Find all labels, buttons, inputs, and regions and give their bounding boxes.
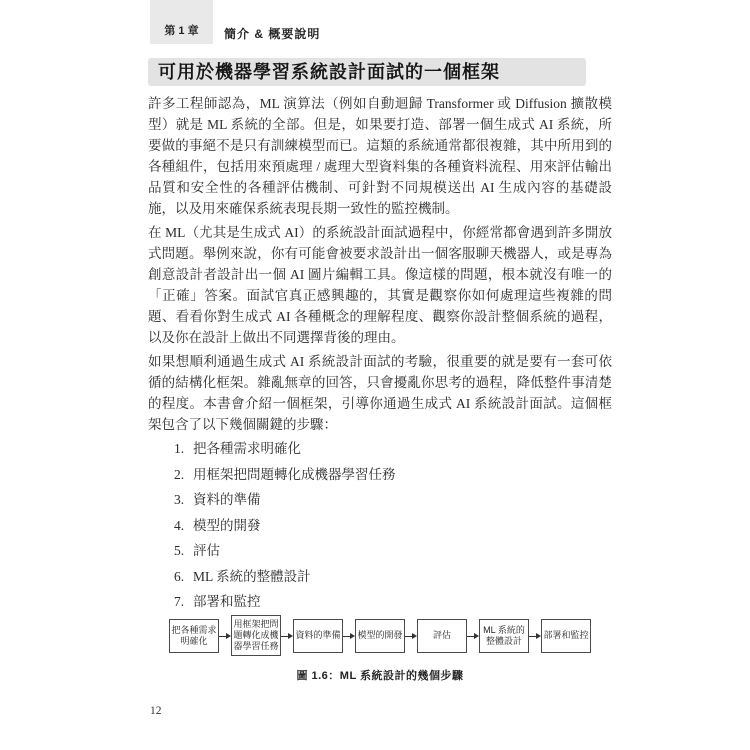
body-content [148, 93, 612, 617]
list-item-number: 2. [174, 466, 185, 482]
flowchart [148, 615, 612, 656]
list-item [174, 515, 612, 536]
list-item-text: 用框架把問題轉化成機器學習任務 [193, 466, 396, 482]
paragraph: 許多工程師認為，ML 演算法（例如自動迴歸 Transformer 或 Diffusion 擴散模型）就是 ML 系統的全部。但是，如果要打造、部署一個生成式 AI 系統，所要做的事絕不是只有訓練模型而已。這類的系統通常都很複雜，其中所用到的各種組件，包括用來預處理 / 處理大型資料集的各種資料流程、用來評估輸出品質和安全性的各種評估機制、可針對不同規模送出 AI 生成內容的基礎設施，以及用來確保系統表現長期一致性的監控機制。 [148, 96, 612, 216]
flow-box: 用框架把問題轉化成機器學習任務 [231, 615, 281, 656]
list-item-text: 把各種需求明確化 [193, 441, 301, 456]
chapter-tab [150, 0, 213, 44]
list-item-number: 7. [174, 594, 185, 609]
flow-box: 模型的開發 [355, 619, 405, 653]
steps-list [148, 438, 612, 612]
list-item [174, 566, 612, 587]
flow-arrow-icon [219, 618, 231, 654]
list-item-text: 部署和監控 [193, 594, 261, 609]
list-item-number: 1. [174, 441, 185, 456]
figure [148, 615, 612, 683]
list-item [174, 464, 612, 485]
list-item-text: 評估 [193, 543, 220, 558]
list-item-number: 3. [174, 492, 185, 507]
list-item [174, 438, 612, 459]
list-item-text: 模型的開發 [193, 517, 261, 533]
flow-box: 資料的準備 [293, 619, 343, 653]
list-item [174, 540, 612, 561]
chapter-label: 第 1 章 [164, 25, 199, 37]
page-number: 12 [150, 705, 162, 717]
list-item-number: 6. [174, 568, 185, 584]
flow-box: ML 系統的整體設計 [479, 619, 529, 653]
section-title: 可用於機器學習系統設計面試的一個框架 [148, 58, 586, 86]
paragraph: 在 ML（尤其是生成式 AI）的系統設計面試過程中，你經常都會遇到許多開放式問題。舉例來說，你有可能會被要求設計出一個客服聊天機器人，或是專為創意設計者設計出一個 AI 圖片編輯工具。像這樣的問題，根本就沒有唯一的「正確」答案。面試官真正感興趣的，其實是觀察你如何處理這些複雜的問題、看看你對生成式 AI 各種概念的理解程度、觀察你設計整個系統的過程，以及你在設計上做出不同選擇背後的理由。 [148, 225, 612, 345]
list-item [174, 591, 612, 612]
list-item-text: 資料的準備 [193, 492, 261, 507]
figure-caption: 圖 1.6：ML 系統設計的幾個步驟 [296, 670, 464, 682]
flow-box: 把各種需求明確化 [169, 619, 219, 653]
list-item-text: ML 系統的整體設計 [193, 568, 311, 584]
flow-arrow-icon [467, 618, 479, 654]
paragraph: 如果想順利通過生成式 AI 系統設計面試的考驗，很重要的就是要有一套可依循的結構化框架。雜亂無章的回答，只會擾亂你思考的過程，降低整件事清楚的程度。本書會介紹一個框架，引導你通過生成式 AI 系統設計面試。這個框架包含了以下幾個關鍵的步驟： [148, 354, 612, 432]
flow-box: 評估 [417, 619, 467, 653]
list-item-number: 4. [174, 517, 185, 533]
list-item-number: 5. [174, 543, 185, 558]
flow-arrow-icon [529, 618, 541, 654]
flow-arrow-icon [405, 618, 417, 654]
flow-arrow-icon [343, 618, 355, 654]
flow-box: 部署和監控 [541, 619, 591, 653]
list-item [174, 489, 612, 510]
flow-arrow-icon [281, 618, 293, 654]
chapter-title: 簡介 & 概要說明 [224, 27, 321, 41]
